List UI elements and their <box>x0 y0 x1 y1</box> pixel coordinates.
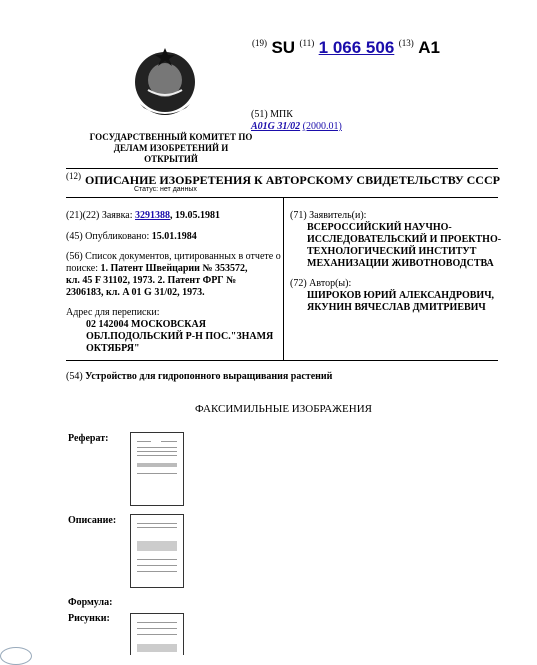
mpk-version-link[interactable]: (2000.01) <box>302 121 342 132</box>
mpk-block <box>251 109 342 133</box>
drawings-thumbnail[interactable] <box>130 613 184 655</box>
abstract-thumbnail[interactable] <box>130 432 184 506</box>
description-label: Описание: <box>68 515 117 526</box>
patent-header: $^{(19)}$ SU $^{(11)}$ 1 066 506 $^{(13)}$ A1 <box>252 38 440 57</box>
drawings-label: Рисунки: <box>68 613 110 624</box>
facsimile-heading: ФАКСИМИЛЬНЫЕ ИЗОБРАЖЕНИЯ <box>195 403 372 415</box>
abstract-label: Реферат: <box>68 433 109 444</box>
patent-number-link[interactable]: 1 066 506 <box>318 38 395 57</box>
published-row: (45) Опубликовано: 15.01.1984 <box>66 231 197 242</box>
divider-top <box>66 168 498 169</box>
country-code: SU <box>271 38 296 57</box>
column-divider <box>283 198 284 360</box>
applicant-block: (71) Заявитель(и): ВСЕРОССИЙСКИЙ НАУЧНО- ИССЛЕДОВАТЕЛЬСКИЙ И ПРОЕКТНО- ТЕХНОЛОГИЧЕСКИЙ ИНСТИТУТ МЕХАНИЗАЦИИ ЖИВОТНОВОДСТВА <box>290 210 502 269</box>
formula-label: Формула: <box>68 597 113 608</box>
application-number-link[interactable]: 3291388 <box>135 210 171 221</box>
document-title: $^{(12)}$ ОПИСАНИЕ ИЗОБРЕТЕНИЯ К АВТОРСКОМУ СВИДЕТЕЛЬСТВУ СССР <box>66 171 500 187</box>
ussr-emblem <box>128 46 202 126</box>
kind-code: A1 <box>418 38 440 57</box>
description-thumbnail[interactable] <box>130 514 184 588</box>
mpk-label: (51) МПК <box>251 109 293 120</box>
invention-title: (54) Устройство для гидропонного выращивания растений <box>66 371 333 382</box>
author-block: (72) Автор(ы): ШИРОКОВ ЮРИЙ АЛЕКСАНДРОВИЧ, ЯКУНИН ВЯЧЕСЛАВ ДМИТРИЕВИЧ <box>290 278 495 313</box>
mpk-code-link[interactable]: A01G 31/02 <box>251 121 301 132</box>
application-row: (21)(22) Заявка: 3291388, 19.05.1981 <box>66 210 221 221</box>
correspondence-address: Адрес для переписки: 02 142004 МОСКОВСКАЯ ОБЛ.ПОДОЛЬСКИЙ Р-Н ПОС."ЗНАМЯ ОКТЯБРЯ" <box>66 307 274 354</box>
corner-decoration <box>0 647 32 665</box>
status-text: Статус: нет данных <box>134 186 197 193</box>
committee-name: ГОСУДАРСТВЕННЫЙ КОМИТЕТ ПО ДЕЛАМ ИЗОБРЕТЕНИЙ И ОТКРЫТИЙ <box>89 132 253 164</box>
cited-documents: (56) Список документов, цитированных в отчете о поиске: 1. Патент Швейцарии № 353572, кл. 45 F 31102, 1973. 2. Патент ФРГ № 2306183, кл. A 01 G 31/02, 1973. <box>66 251 281 298</box>
divider-bottom <box>66 360 498 361</box>
divider-title <box>66 197 498 198</box>
